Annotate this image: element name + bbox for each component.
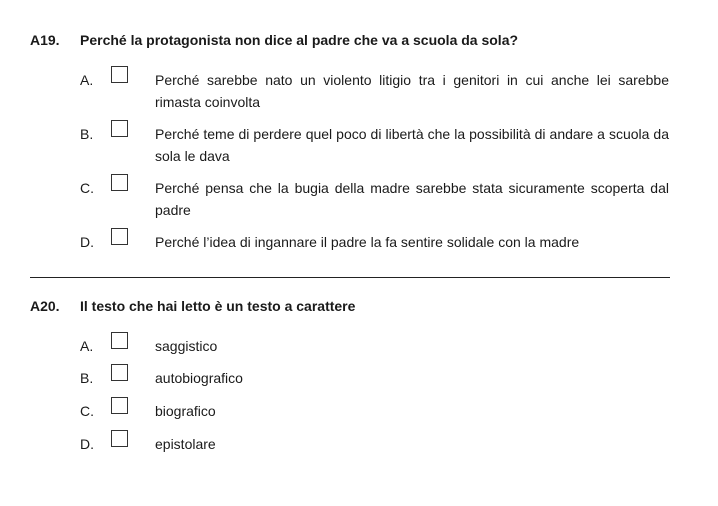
option-letter: B. xyxy=(80,126,94,142)
option-text: Perché l’idea di ingannare il padre la fa sentire solidale con la madre xyxy=(155,234,580,250)
option-letter: D. xyxy=(80,234,94,250)
option-checkbox[interactable] xyxy=(111,228,128,245)
option-text: Perché pensa che la bugia della madre sarebbe stata sicuramente scoperta dal padre xyxy=(155,180,669,218)
question-number: A20. xyxy=(30,298,60,314)
option-checkbox[interactable] xyxy=(111,332,128,349)
question-header xyxy=(0,30,718,50)
option-text: saggistico xyxy=(155,338,218,354)
option-text: epistolare xyxy=(155,436,216,452)
question-header xyxy=(0,296,718,316)
option-checkbox[interactable] xyxy=(111,430,128,447)
option-letter: B. xyxy=(80,370,94,386)
question-number: A19. xyxy=(30,32,60,48)
question-text: Il testo che hai letto è un testo a carattere xyxy=(80,298,356,314)
option-letter: A. xyxy=(80,338,94,354)
option-checkbox[interactable] xyxy=(111,66,128,83)
option-letter: A. xyxy=(80,72,94,88)
option-checkbox[interactable] xyxy=(111,364,128,381)
question-text: Perché la protagonista non dice al padre che va a scuola da sola? xyxy=(80,32,519,48)
option-text: Perché sarebbe nato un violento litigio tra i genitori in cui anche lei sarebbe rimasta coinvolta xyxy=(155,72,669,110)
option-text: autobiografico xyxy=(155,370,243,386)
section-divider xyxy=(30,277,670,278)
option-checkbox[interactable] xyxy=(111,397,128,414)
option-letter: C. xyxy=(80,180,94,196)
option-letter: C. xyxy=(80,403,94,419)
option-text: biografico xyxy=(155,403,216,419)
option-text: Perché teme di perdere quel poco di libertà che la possibilità di andare a scuola da sola le dava xyxy=(155,126,669,164)
option-checkbox[interactable] xyxy=(111,174,128,191)
option-letter: D. xyxy=(80,436,94,452)
option-checkbox[interactable] xyxy=(111,120,128,137)
